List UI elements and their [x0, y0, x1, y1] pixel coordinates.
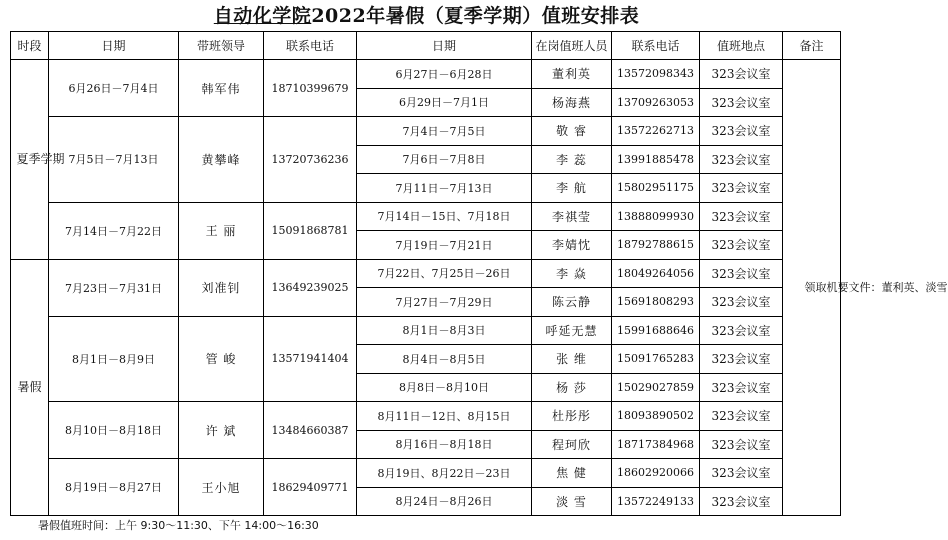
duty-schedule-table: [10, 31, 948, 516]
duty-staff: 李 蕊: [532, 145, 612, 174]
duty-staff: 焦 健: [532, 459, 612, 488]
leader-phone: 13720736236: [264, 117, 357, 203]
leader-name: 韩军伟: [179, 60, 264, 117]
period-summer-term: 夏季学期: [11, 60, 49, 260]
duty-staff: 陈云静: [532, 288, 612, 317]
leader-date: 7月5日－7月13日: [49, 117, 179, 203]
duty-phone: 13572098343: [612, 60, 700, 89]
duty-staff: 呼延无慧: [532, 316, 612, 345]
duty-phone: 18717384968: [612, 430, 700, 459]
duty-place: 323会议室: [700, 202, 783, 231]
header-staff: 在岗值班人员: [532, 32, 612, 60]
duty-date: 8月4日－8月5日: [357, 345, 532, 374]
duty-staff: 杜彤彤: [532, 402, 612, 431]
duty-place: 323会议室: [700, 288, 783, 317]
duty-staff: 杨 莎: [532, 373, 612, 402]
header-period: 时段: [11, 32, 49, 60]
leader-date: 6月26日－7月4日: [49, 60, 179, 117]
duty-staff: 董利英: [532, 60, 612, 89]
duty-date: 8月11日－12日、8月15日: [357, 402, 532, 431]
table-row: [11, 117, 841, 146]
duty-date: 7月27日－7月29日: [357, 288, 532, 317]
note-text: 领取机要文件：董利英、淡雪: [804, 280, 948, 294]
duty-phone: 18049264056: [612, 259, 700, 288]
duty-staff: 敬 睿: [532, 117, 612, 146]
table-row: [11, 316, 841, 345]
leader-name: 王 丽: [179, 202, 264, 259]
duty-staff: 李婧忱: [532, 231, 612, 260]
leader-phone: 18629409771: [264, 459, 357, 516]
header-row: [11, 32, 841, 60]
header-place: 值班地点: [700, 32, 783, 60]
duty-phone: 15029027859: [612, 373, 700, 402]
duty-staff: 李 焱: [532, 259, 612, 288]
title-school: 自动化学院: [213, 5, 312, 27]
duty-place: 323会议室: [700, 88, 783, 117]
duty-phone: 13572262713: [612, 117, 700, 146]
duty-place: 323会议室: [700, 117, 783, 146]
duty-date: 6月27日－6月28日: [357, 60, 532, 89]
table-row: [11, 202, 841, 231]
leader-name: 王小旭: [179, 459, 264, 516]
duty-phone: 13572249133: [612, 487, 700, 516]
duty-phone: 18792788615: [612, 231, 700, 260]
duty-place: 323会议室: [700, 145, 783, 174]
duty-phone: 15091765283: [612, 345, 700, 374]
duty-staff: 李 航: [532, 174, 612, 203]
duty-place: 323会议室: [700, 174, 783, 203]
duty-staff: 程珂欣: [532, 430, 612, 459]
duty-date: 7月11日－7月13日: [357, 174, 532, 203]
duty-date: 8月19日、8月22日－23日: [357, 459, 532, 488]
leader-date: 7月14日－7月22日: [49, 202, 179, 259]
leader-phone: 13649239025: [264, 259, 357, 316]
header-leader: 带班领导: [179, 32, 264, 60]
duty-place: 323会议室: [700, 402, 783, 431]
leader-date: 7月23日－7月31日: [49, 259, 179, 316]
duty-date: 7月4日－7月5日: [357, 117, 532, 146]
leader-name: 刘准钊: [179, 259, 264, 316]
table-row: [11, 459, 841, 488]
duty-date: 7月14日－15日、7月18日: [357, 202, 532, 231]
duty-date: 8月8日－8月10日: [357, 373, 532, 402]
leader-name: 许 斌: [179, 402, 264, 459]
duty-phone: 15802951175: [612, 174, 700, 203]
header-staff-phone: 联系电话: [612, 32, 700, 60]
duty-hours-footer: 暑假值班时间：上午 9:30～11:30、下午 14:00～16:30: [38, 519, 319, 532]
duty-staff: 张 维: [532, 345, 612, 374]
duty-phone: 18093890502: [612, 402, 700, 431]
duty-place: 323会议室: [700, 487, 783, 516]
duty-place: 323会议室: [700, 231, 783, 260]
header-note: 备注: [783, 32, 841, 60]
period-summer-vacation: 暑假: [11, 259, 49, 516]
duty-date: 7月6日－7月8日: [357, 145, 532, 174]
duty-place: 323会议室: [700, 316, 783, 345]
duty-place: 323会议室: [700, 60, 783, 89]
leader-name: 黄攀峰: [179, 117, 264, 203]
table-row: [11, 259, 841, 288]
duty-date: 7月19日－7月21日: [357, 231, 532, 260]
header-leader-phone: 联系电话: [264, 32, 357, 60]
duty-place: 323会议室: [700, 459, 783, 488]
table-row: [11, 402, 841, 431]
duty-date: 8月1日－8月3日: [357, 316, 532, 345]
duty-phone: 15691808293: [612, 288, 700, 317]
table-row: [11, 60, 841, 89]
duty-phone: 15991688646: [612, 316, 700, 345]
duty-place: 323会议室: [700, 259, 783, 288]
leader-date: 8月19日－8月27日: [49, 459, 179, 516]
duty-date: 8月16日－8月18日: [357, 430, 532, 459]
duty-phone: 13991885478: [612, 145, 700, 174]
header-leader-date: 日期: [49, 32, 179, 60]
duty-place: 323会议室: [700, 373, 783, 402]
header-duty-date: 日期: [357, 32, 532, 60]
duty-date: 6月29日－7月1日: [357, 88, 532, 117]
duty-staff: 李祺莹: [532, 202, 612, 231]
duty-place: 323会议室: [700, 430, 783, 459]
leader-phone: 13484660387: [264, 402, 357, 459]
title-text: 2022年暑假（夏季学期）值班安排表: [311, 5, 640, 27]
duty-phone: 13888099930: [612, 202, 700, 231]
leader-phone: 18710399679: [264, 60, 357, 117]
page-title: [0, 4, 853, 28]
duty-phone: 13709263053: [612, 88, 700, 117]
leader-phone: 13571941404: [264, 316, 357, 402]
leader-date: 8月10日－8月18日: [49, 402, 179, 459]
duty-phone: 18602920066: [612, 459, 700, 488]
duty-staff: 杨海燕: [532, 88, 612, 117]
leader-phone: 15091868781: [264, 202, 357, 259]
leader-date: 8月1日－8月9日: [49, 316, 179, 402]
duty-date: 7月22日、7月25日－26日: [357, 259, 532, 288]
duty-staff: 淡 雪: [532, 487, 612, 516]
duty-date: 8月24日－8月26日: [357, 487, 532, 516]
note-cell: [783, 60, 948, 516]
leader-name: 管 峻: [179, 316, 264, 402]
duty-place: 323会议室: [700, 345, 783, 374]
